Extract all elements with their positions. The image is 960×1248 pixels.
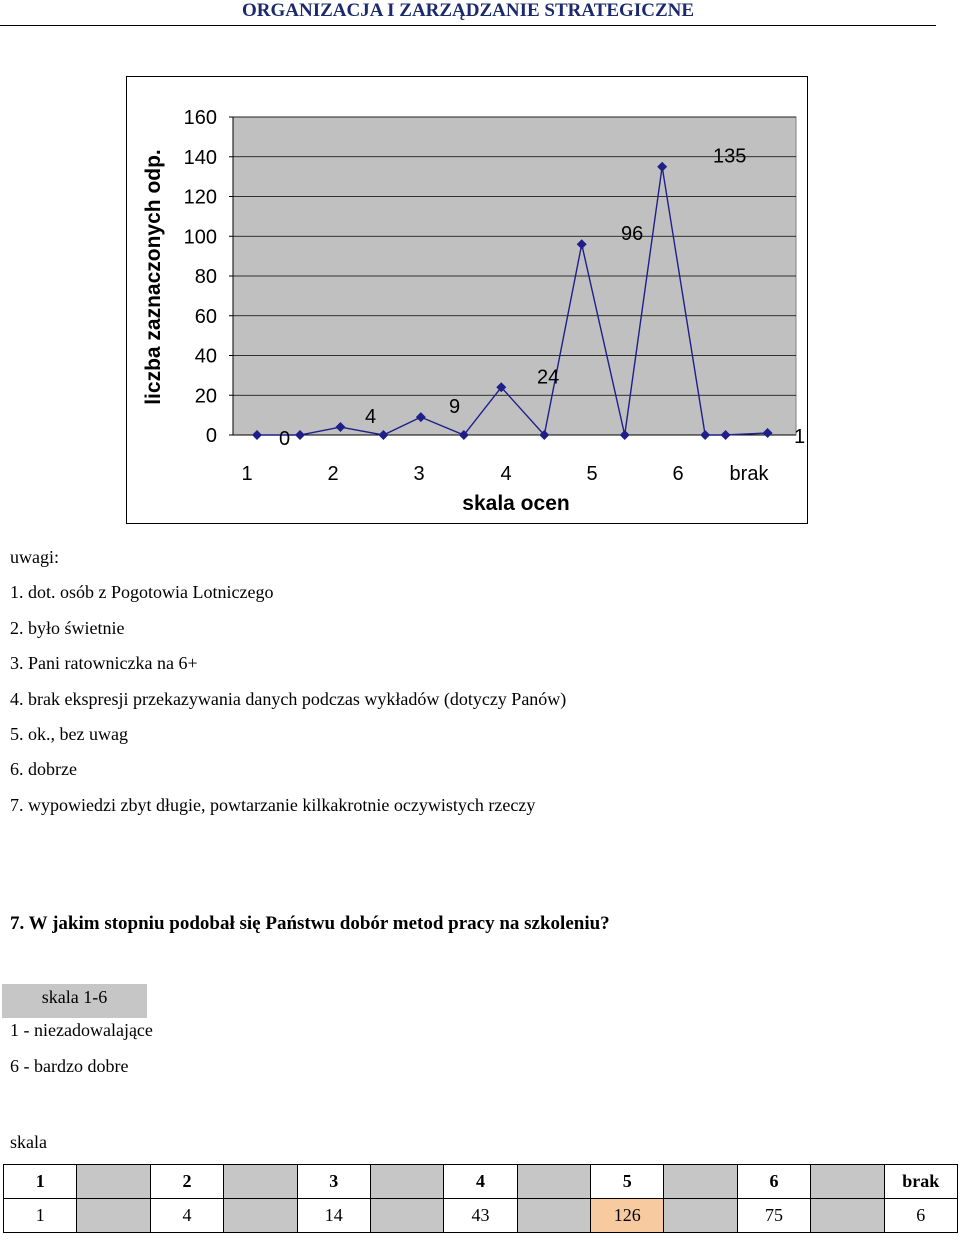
table-value-cell-highlighted: 126 xyxy=(591,1199,664,1233)
y-tick-label: 100 xyxy=(183,226,217,249)
table-spacer-cell xyxy=(517,1199,590,1233)
table-spacer-cell xyxy=(517,1165,590,1199)
remark-item: 5. ok., bez uwag xyxy=(10,723,128,744)
x-tick-label: 5 xyxy=(586,463,598,485)
remark-item: 7. wypowiedzi zbyt długie, powtarzanie kilkakrotnie oczywistych rzeczy xyxy=(10,794,536,815)
x-tick-label: brak xyxy=(729,463,769,485)
x-axis-title: skala ocen xyxy=(462,492,570,515)
remark-item: 2. było świetnie xyxy=(10,617,125,638)
table-spacer-cell xyxy=(370,1165,443,1199)
table-row xyxy=(4,1199,958,1233)
scale-range-box: skala 1-6 xyxy=(2,984,147,1018)
table-spacer-cell xyxy=(664,1199,737,1233)
table-caption: skala xyxy=(10,1132,47,1152)
table-spacer-cell xyxy=(224,1199,297,1233)
document-title: ORGANIZACJA I ZARZĄDZANIE STRATEGICZNE xyxy=(241,0,695,21)
y-tick-label: 120 xyxy=(183,186,217,209)
remark-item: 4. brak ekspresji przekazywania danych podczas wykładów (dotyczy Panów) xyxy=(10,688,567,709)
table-spacer-cell xyxy=(664,1165,737,1199)
table-header-cell: 5 xyxy=(591,1165,664,1199)
remarks-label: uwagi: xyxy=(10,547,59,567)
remark-item: 6. dobrze xyxy=(10,759,77,780)
table-spacer-cell xyxy=(370,1199,443,1233)
header-divider xyxy=(0,25,936,26)
y-axis-title: liczba zaznaczonych odp. xyxy=(142,149,165,405)
x-tick-label: 3 xyxy=(413,463,425,485)
remarks-section xyxy=(10,545,566,828)
x-tick-label: 2 xyxy=(327,463,339,485)
table-spacer-cell xyxy=(811,1199,884,1233)
data-label: 1 xyxy=(794,426,806,449)
y-tick-label: 160 xyxy=(183,107,217,129)
x-tick-label: 1 xyxy=(241,463,253,485)
scale-low-description: 1 - niezadowalające xyxy=(10,1020,153,1040)
table-header-cell: 6 xyxy=(737,1165,810,1199)
table-value-cell: 6 xyxy=(884,1199,958,1233)
table-value-cell: 4 xyxy=(150,1199,223,1233)
table-header-row xyxy=(4,1165,958,1199)
y-tick-label: 80 xyxy=(194,266,217,288)
scale-high-description: 6 - bardzo dobre xyxy=(10,1056,129,1076)
table-value-cell: 14 xyxy=(297,1199,370,1233)
x-tick-label: 4 xyxy=(500,463,512,485)
question-heading: 7. W jakim stopniu podobał się Państwu dobór metod pracy na szkoleniu? xyxy=(10,913,610,934)
y-tick-label: 40 xyxy=(194,345,217,368)
y-tick-label: 20 xyxy=(194,385,217,408)
table-value-cell: 75 xyxy=(737,1199,810,1233)
table-header-cell: 2 xyxy=(150,1165,223,1199)
table-spacer-cell xyxy=(77,1199,150,1233)
y-tick-label: 0 xyxy=(205,425,217,447)
table-spacer-cell xyxy=(811,1165,884,1199)
data-label: 96 xyxy=(621,223,644,246)
data-label: 9 xyxy=(449,396,461,419)
table-header-cell: 1 xyxy=(4,1165,77,1199)
table-spacer-cell xyxy=(77,1165,150,1199)
data-label: 24 xyxy=(537,366,560,389)
data-label: 0 xyxy=(279,428,291,450)
table-header-cell: 3 xyxy=(297,1165,370,1199)
line-chart xyxy=(126,76,808,524)
data-label: 135 xyxy=(713,145,747,168)
y-tick-label: 60 xyxy=(194,305,217,328)
table-value-cell: 1 xyxy=(4,1199,77,1233)
y-tick-label: 140 xyxy=(183,146,217,169)
table-value-cell: 43 xyxy=(444,1199,517,1233)
data-label: 4 xyxy=(365,406,377,429)
chart-canvas xyxy=(127,77,807,523)
results-table xyxy=(3,1164,958,1233)
x-tick-label: 6 xyxy=(672,463,684,485)
remark-item: 1. dot. osób z Pogotowia Lotniczego xyxy=(10,582,274,603)
remark-item: 3. Pani ratowniczka na 6+ xyxy=(10,653,198,674)
table-header-cell: 4 xyxy=(444,1165,517,1199)
table-header-cell: brak xyxy=(884,1165,958,1199)
table-spacer-cell xyxy=(224,1165,297,1199)
